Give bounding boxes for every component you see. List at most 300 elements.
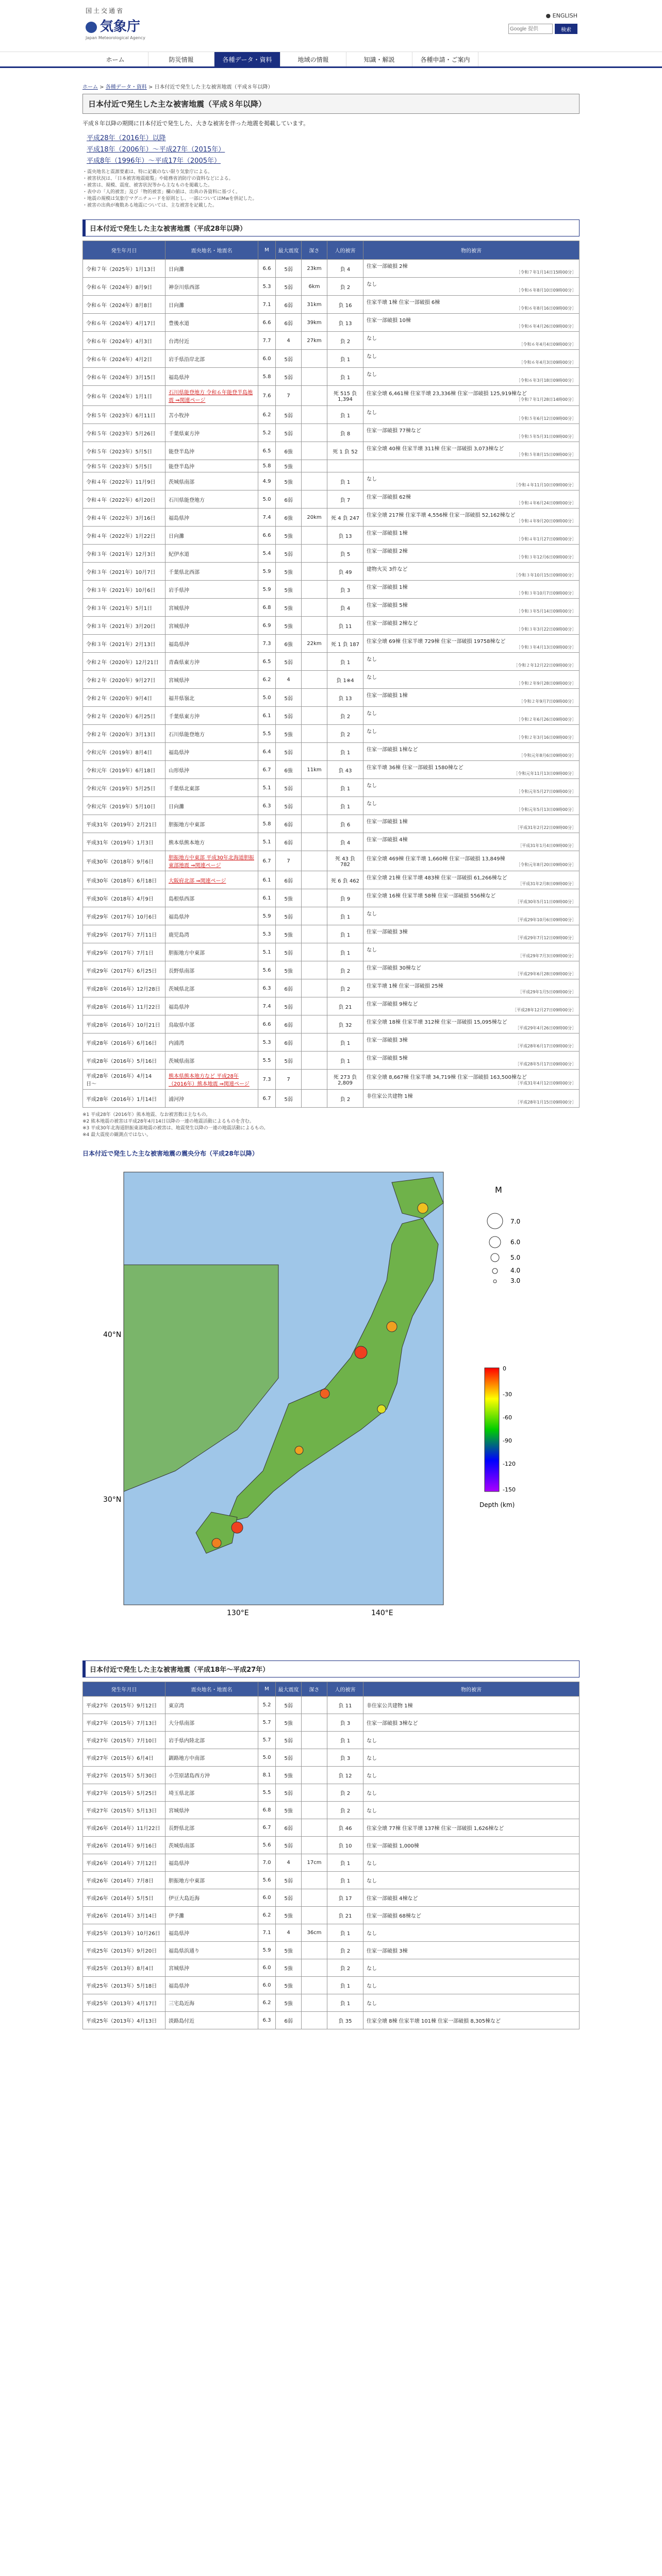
table-cell	[302, 1070, 327, 1090]
table-cell: 平成30年（2018年）6月18日	[83, 871, 166, 889]
epicenter-map-svg	[82, 1162, 580, 1640]
table-row	[83, 424, 580, 442]
table-cell: 負 5	[327, 545, 363, 563]
search-button[interactable]: 検索	[555, 24, 577, 34]
table-cell: 5強	[276, 1802, 302, 1819]
table-cell: 胆振地方中東部	[166, 943, 258, 961]
table-cell: なし	[363, 1767, 580, 1784]
table-cell: 負 1	[327, 1924, 363, 1942]
table-cell: 負 1	[327, 1854, 363, 1872]
nav-region[interactable]: 地域の情報	[280, 52, 346, 66]
svg-text:-150: -150	[503, 1486, 516, 1494]
table-cell: 5.6	[258, 1837, 276, 1854]
table-cell: 7.3	[258, 635, 276, 653]
table-cell: 負 4	[327, 599, 363, 617]
table-cell: 住家全壊 469棟 住家半壊 1,660棟 住家一部破損 13,849棟 ［令和元年8月20日09時00分］	[363, 851, 580, 871]
table-cell: 平成25年（2013年）8月4日	[83, 1959, 166, 1977]
table-cell: 住家一部破損 9棟など ［平成28年12月27日09時00分］	[363, 997, 580, 1015]
table-cell: 令和２年（2020年）3月13日	[83, 725, 166, 743]
table-cell: 負 49	[327, 563, 363, 581]
table-cell	[302, 599, 327, 617]
table-cell: 5弱	[276, 1749, 302, 1767]
table-cell: 6.7	[258, 851, 276, 871]
table-cell: 令和６年（2024年）8月8日	[83, 296, 166, 314]
table-cell: 負 13	[327, 314, 363, 332]
lon-label: 130°E	[227, 1609, 249, 1618]
table-row	[83, 1697, 580, 1714]
table-cell: 鳥取県中部	[166, 1015, 258, 1033]
table-cell: 6強	[276, 509, 302, 527]
table-cell: 5強	[276, 472, 302, 490]
table-cell: 6.6	[258, 260, 276, 278]
table-cell: 負 1	[327, 1052, 363, 1070]
table-cell: 5弱	[276, 1872, 302, 1889]
table-cell: 負 4	[327, 833, 363, 851]
table-cell: 5.0	[258, 490, 276, 509]
table-row	[83, 368, 580, 386]
table-cell: 平成26年（2014年）9月16日	[83, 1837, 166, 1854]
table-cell: 胆振地方中東部	[166, 1872, 258, 1889]
table-cell	[302, 1052, 327, 1070]
table-cell: 5強	[276, 961, 302, 979]
table-cell: 住家一部破損 68棟など	[363, 1907, 580, 1924]
table-cell: 負 2	[327, 725, 363, 743]
table-cell: 20km	[302, 509, 327, 527]
agency-line: 国土交通省	[86, 7, 125, 14]
svg-text:4.0: 4.0	[510, 1267, 521, 1275]
table-cell: 宮城県沖	[166, 617, 258, 635]
table-cell: なし	[363, 1924, 580, 1942]
search-input[interactable]	[508, 24, 553, 34]
table-cell: 住家一部破損 10棟 ［令和６年4月26日09時00分］	[363, 314, 580, 332]
table-cell: 5弱	[276, 545, 302, 563]
table-cell: 平成26年（2014年）7月8日	[83, 1872, 166, 1889]
table-row	[83, 851, 580, 871]
table-cell: 負 1	[327, 1872, 363, 1889]
table-row	[83, 889, 580, 907]
notes: ・震央地名と震源要素は、特に記載のない限り気象庁による。 ・被害状況は、「日本被害地震総覧」や総務省消防庁の資料などによる。 ・被害は、規模、震度、被害状況等から主なものを掲載した。 ・表中の「人的被害」及び「物的被害」欄の値は、出典の各資料に基づく。 ・地震の規模は気象庁マグニチュードを原則とし、一部についてはMwを併記した。 ・被害の出典が複数ある地震については、主な被害を記載した。	[82, 170, 257, 209]
globe-icon: ●	[545, 12, 553, 19]
site-header	[0, 0, 662, 52]
table-cell: 負 21	[327, 1907, 363, 1924]
table-cell: 5強	[276, 725, 302, 743]
table-cell: 6弱	[276, 833, 302, 851]
table-cell: 令和６年（2024年）4月17日	[83, 314, 166, 332]
table-row	[83, 509, 580, 527]
table-row	[83, 1837, 580, 1854]
table-cell: なし	[363, 1959, 580, 1977]
table-cell: 平成31年（2019年）2月21日	[83, 815, 166, 833]
table-cell: 令和元年（2019年）6月18日	[83, 761, 166, 779]
table-cell: 建物火災 3件など ［令和３年10月15日09時00分］	[363, 563, 580, 581]
table-cell: 5弱	[276, 907, 302, 925]
table-row	[83, 386, 580, 406]
table-cell: 住家一部破損 2棟など ［令和３年3月22日09時00分］	[363, 617, 580, 635]
table-cell: 5弱	[276, 743, 302, 761]
site-search	[508, 24, 577, 34]
table-row	[83, 833, 580, 851]
table-cell: 住家全壊 21棟 住家半壊 483棟 住家一部破損 61,266棟など ［平成31年2月8日09時00分］	[363, 871, 580, 889]
col-epicenter: 震央地名・地震名	[166, 241, 258, 260]
table-cell: 6弱	[276, 296, 302, 314]
table-cell: なし ［令和６年4月3日09時00分］	[363, 350, 580, 368]
table-cell	[302, 1819, 327, 1837]
table-cell: 5.9	[258, 581, 276, 599]
table-cell: 平成28年（2016年）4月14日〜	[83, 1070, 166, 1090]
table-cell	[302, 490, 327, 509]
table-cell: 負 11	[327, 1697, 363, 1714]
table-cell	[302, 925, 327, 943]
table-cell	[302, 1714, 327, 1732]
table-row	[83, 1732, 580, 1749]
table-cell: 平成27年（2015年）5月30日	[83, 1767, 166, 1784]
table-cell: 令和４年（2022年）1月22日	[83, 527, 166, 545]
svg-text:3.0: 3.0	[510, 1277, 521, 1285]
table-row	[83, 545, 580, 563]
english-link[interactable]: ● ENGLISH	[545, 12, 577, 19]
table-cell: 負 2	[327, 332, 363, 350]
table-cell: なし	[363, 1977, 580, 1994]
table-cell: 浦河沖	[166, 1090, 258, 1108]
org-name-en: Japan Meteorological Agency	[86, 36, 145, 40]
table-row	[83, 1714, 580, 1732]
table-cell: 6.1	[258, 889, 276, 907]
table-cell: 平成26年（2014年）5月5日	[83, 1889, 166, 1907]
table-cell	[302, 833, 327, 851]
table-cell: 能登半島沖	[166, 460, 258, 472]
table-row	[83, 689, 580, 707]
table-cell: 茨城県北部	[166, 979, 258, 997]
table-cell	[302, 1749, 327, 1767]
table-row	[83, 1977, 580, 1994]
table-cell: 埼玉県北部	[166, 1784, 258, 1802]
table-cell: 負 1	[327, 406, 363, 424]
table-cell: 岩手県内陸北部	[166, 1732, 258, 1749]
table-cell: 22km	[302, 635, 327, 653]
table-cell: 住家一部破損 3棟 ［平成29年7月12日09時00分］	[363, 925, 580, 943]
table-cell: 5弱	[276, 1837, 302, 1854]
table-cell: 千葉県北東部	[166, 779, 258, 797]
table-cell: 6弱	[276, 490, 302, 509]
col-mag: M	[258, 241, 276, 260]
table-cell: 5.5	[258, 1052, 276, 1070]
table-cell: 能登半島沖	[166, 442, 258, 460]
table-cell: なし ［平成29年10月6日09時00分］	[363, 907, 580, 925]
table-cell: 負 10	[327, 1837, 363, 1854]
table-cell	[302, 671, 327, 689]
table-row	[83, 563, 580, 581]
table-cell: 令和２年（2020年）6月25日	[83, 707, 166, 725]
table-cell: 5.5	[258, 1784, 276, 1802]
table-cell: なし ［令和６年3月18日09時00分］	[363, 368, 580, 386]
table-cell: なし ［令和６年8月10日09時00分］	[363, 278, 580, 296]
table-cell: 6.0	[258, 1959, 276, 1977]
table-cell: 5.3	[258, 1033, 276, 1052]
table-row	[83, 1907, 580, 1924]
nav-knowledge[interactable]: 知識・解説	[346, 52, 412, 66]
table-cell: 6弱	[276, 1015, 302, 1033]
table-cell: 胆振地方中東部 平成30年北海道胆振東部地震 ⇒関連ページ	[166, 851, 258, 871]
table-cell: 5弱	[276, 278, 302, 296]
table-cell: 住家全壊 8,667棟 住家半壊 34,719棟 住家一部破損 163,500棟など ［平成31年4月12日09時00分］	[363, 1070, 580, 1090]
col-damage: 物的被害	[363, 241, 580, 260]
table-cell: 5.8	[258, 368, 276, 386]
nav-home[interactable]: ホーム	[82, 52, 148, 66]
table-row	[83, 997, 580, 1015]
table-cell: 7.6	[258, 386, 276, 406]
table-cell: 負 4	[327, 260, 363, 278]
lat-label: 30°N	[103, 1496, 122, 1504]
table-cell: 8.1	[258, 1767, 276, 1784]
table-cell: 住家半壊 36棟 住家一部破損 1580棟など ［令和元年11月13日09時00分］	[363, 761, 580, 779]
table-cell: 宮城県沖	[166, 1802, 258, 1819]
table-cell: 5弱	[276, 1732, 302, 1749]
table-cell: 5強	[276, 581, 302, 599]
table2-heading: 日本付近で発生した主な被害地震（平成18年〜平成27年）	[82, 1660, 580, 1677]
table-cell: 11km	[302, 761, 327, 779]
table-cell: 住家全壊 8棟 住家半壊 101棟 住家一部破損 8,305棟など	[363, 2012, 580, 2029]
nav-bosai[interactable]: 防災情報	[148, 52, 214, 66]
table-cell: 負 1	[327, 907, 363, 925]
table-cell: 6.7	[258, 1090, 276, 1108]
table-cell: 住家一部破損 1棟 ［令和２年9月7日09時00分］	[363, 689, 580, 707]
table-cell: 31km	[302, 296, 327, 314]
svg-text:0: 0	[503, 1365, 506, 1372]
table-cell: 6弱	[276, 1819, 302, 1837]
table-cell: 千葉県北西部	[166, 563, 258, 581]
table-row	[83, 1090, 580, 1108]
table-cell: 負 46	[327, 1819, 363, 1837]
table-cell: なし	[363, 1994, 580, 2012]
table-cell: 令和４年（2022年）3月16日	[83, 509, 166, 527]
table-cell: 5.9	[258, 907, 276, 925]
table-cell: 平成29年（2017年）7月11日	[83, 925, 166, 943]
table-row	[83, 943, 580, 961]
table-cell: 6.6	[258, 314, 276, 332]
table-cell: 住家全壊 217棟 住家半壊 4,556棟 住家一部破損 52,162棟など ［令和４年9月20日09時00分］	[363, 509, 580, 527]
nav-data[interactable]: 各種データ・資料	[214, 52, 280, 66]
table-cell: 住家全壊 6,461棟 住家半壊 23,336棟 住家一部破損 125,919棟など ［令和７年1月28日14時00分］	[363, 386, 580, 406]
table-cell: 住家一部破損 77棟など ［令和５年5月31日09時00分］	[363, 424, 580, 442]
jma-logo[interactable]	[86, 6, 145, 40]
table-cell: 負 32	[327, 1015, 363, 1033]
table-cell: 負 2	[327, 1784, 363, 1802]
period-link[interactable]: 平成18年（2006年）〜平成27年（2015年）	[87, 146, 225, 154]
table-cell: 5強	[276, 527, 302, 545]
lead-text: 平成８年以降の期間に日本付近で発生した、大きな被害を伴った地震を掲載しています。	[82, 120, 309, 127]
table-cell: 5弱	[276, 368, 302, 386]
table-cell: 7.3	[258, 1070, 276, 1090]
table-cell: 6.1	[258, 707, 276, 725]
table-cell: 福島県浜通り	[166, 1942, 258, 1959]
table-cell: なし	[363, 1749, 580, 1767]
table-cell: 6.8	[258, 599, 276, 617]
table-cell: 神奈川県西部	[166, 278, 258, 296]
table-cell: 負 1	[327, 1977, 363, 1994]
breadcrumb-data[interactable]: 各種データ・資料	[105, 84, 147, 90]
table-cell: 負 13	[327, 527, 363, 545]
table-row	[83, 743, 580, 761]
table-row	[83, 617, 580, 635]
table-cell: 令和５年（2023年）5月5日	[83, 442, 166, 460]
table-cell	[302, 815, 327, 833]
table-cell: 住家一部破損 3棟	[363, 1942, 580, 1959]
table-cell: 負 9	[327, 889, 363, 907]
table-cell	[302, 1090, 327, 1108]
table-cell: 淡路島付近	[166, 2012, 258, 2029]
table-cell: 住家一部破損 30棟など ［平成29年6月28日09時00分］	[363, 961, 580, 979]
map-title: 日本付近で発生した主な被害地震の震央分布（平成28年以降）	[82, 1150, 258, 1158]
table-cell	[302, 2012, 327, 2029]
table-cell: 負 2	[327, 707, 363, 725]
table-row	[83, 925, 580, 943]
table-cell: 平成27年（2015年）5月13日	[83, 1802, 166, 1819]
table-cell: 福島県沖	[166, 907, 258, 925]
table-row	[83, 961, 580, 979]
table-cell	[302, 1872, 327, 1889]
table-cell: 7.7	[258, 332, 276, 350]
table-cell: 7	[276, 1070, 302, 1090]
table-cell: 岩手県沖	[166, 581, 258, 599]
table-cell: 平成28年（2016年）10月21日	[83, 1015, 166, 1033]
breadcrumb-home[interactable]: ホーム	[82, 84, 98, 90]
table-cell: 5強	[276, 1714, 302, 1732]
table-cell: 5.2	[258, 1697, 276, 1714]
table-cell	[302, 1015, 327, 1033]
svg-text:-90: -90	[503, 1437, 512, 1445]
table-cell	[302, 545, 327, 563]
table-cell: 福島県沖	[166, 635, 258, 653]
table-cell: 7.4	[258, 997, 276, 1015]
table-cell	[302, 889, 327, 907]
table-row	[83, 1872, 580, 1889]
table-row	[83, 460, 580, 472]
table-row	[83, 1784, 580, 1802]
table-cell: 胆振地方中東部	[166, 815, 258, 833]
table-cell	[302, 1697, 327, 1714]
nav-apply[interactable]: 各種申請・ご案内	[412, 52, 478, 66]
table-cell: 27km	[302, 332, 327, 350]
table-cell: 平成25年（2013年）5月18日	[83, 1977, 166, 1994]
svg-text:-60: -60	[503, 1414, 512, 1421]
table-row	[83, 871, 580, 889]
table-cell: 令和元年（2019年）8月4日	[83, 743, 166, 761]
table-cell: 5.6	[258, 961, 276, 979]
table-cell: 令和６年（2024年）8月9日	[83, 278, 166, 296]
table-cell: 大阪府北部 ⇒関連ページ	[166, 871, 258, 889]
table-cell: 6.7	[258, 1819, 276, 1837]
table-cell: 鹿児島湾	[166, 925, 258, 943]
table-cell: 平成27年（2015年）6月4日	[83, 1749, 166, 1767]
table-cell: 6弱	[276, 2012, 302, 2029]
table-cell: 平成29年（2017年）6月25日	[83, 961, 166, 979]
table-cell: 7	[276, 386, 302, 406]
table-cell: 住家一部破損 5棟 ［平成28年5月17日09時00分］	[363, 1052, 580, 1070]
table-cell: 負 11	[327, 617, 363, 635]
epicenter-map	[82, 1162, 580, 1640]
table-cell: 住家一部破損 2棟 ［令和３年12月6日09時00分］	[363, 545, 580, 563]
table-cell: 5.0	[258, 689, 276, 707]
table-cell	[302, 743, 327, 761]
table-cell: 負 2	[327, 1802, 363, 1819]
table-cell: 6.4	[258, 743, 276, 761]
table-cell: 住家一部破損 1棟 ［令和３年10月7日09時00分］	[363, 581, 580, 599]
table-cell: 令和元年（2019年）5月25日	[83, 779, 166, 797]
table-cell	[302, 1033, 327, 1052]
table-cell: 令和６年（2024年）3月15日	[83, 368, 166, 386]
table-cell: 令和４年（2022年）6月20日	[83, 490, 166, 509]
table-cell: 釧路地方中南部	[166, 1749, 258, 1767]
table-cell: 負 35	[327, 2012, 363, 2029]
period-link[interactable]: 平成8年（1996年）〜平成17年（2005年）	[87, 157, 221, 165]
table-cell: 負 7	[327, 490, 363, 509]
table-cell: 住家一部破損 62棟 ［令和４年6月24日09時00分］	[363, 490, 580, 509]
table-cell: 5弱	[276, 424, 302, 442]
table-row	[83, 332, 580, 350]
table-cell: 6弱	[276, 871, 302, 889]
table-cell: 令和２年（2020年）12月21日	[83, 653, 166, 671]
table-cell	[302, 1837, 327, 1854]
table-cell: 福島県沖	[166, 1854, 258, 1872]
table-cell: 平成29年（2017年）10月6日	[83, 907, 166, 925]
table-cell: 39km	[302, 314, 327, 332]
table-cell: 5弱	[276, 653, 302, 671]
table-cell: 4	[276, 332, 302, 350]
table-cell: 負 12	[327, 1767, 363, 1784]
table-cell: 死 43 負 782	[327, 851, 363, 871]
table-row	[83, 490, 580, 509]
col-casualties: 人的被害	[327, 241, 363, 260]
table-cell: 5.4	[258, 545, 276, 563]
table-cell: なし ［令和元年5月13日09時00分］	[363, 797, 580, 815]
table-cell: 5強	[276, 1959, 302, 1977]
table-cell	[302, 442, 327, 460]
table-cell: 伊予灘	[166, 1907, 258, 1924]
table-cell: 平成27年（2015年）7月13日	[83, 1714, 166, 1732]
table-cell: 日向灘	[166, 260, 258, 278]
table-row	[83, 1942, 580, 1959]
table-cell: 宮城県沖	[166, 1959, 258, 1977]
table-cell: 石川県能登地方 令和６年能登半島地震 ⇒関連ページ	[166, 386, 258, 406]
table-cell: 日向灘	[166, 527, 258, 545]
table-cell: 5強	[276, 1994, 302, 2012]
table-cell: なし ［令和２年9月28日09時00分］	[363, 671, 580, 689]
table-cell: 令和元年（2019年）5月10日	[83, 797, 166, 815]
table-cell	[302, 871, 327, 889]
table-cell	[302, 1994, 327, 2012]
table-cell	[302, 460, 327, 472]
depth-legend-title: Depth (km)	[479, 1501, 515, 1509]
table-row	[83, 581, 580, 599]
main-content	[82, 94, 580, 2029]
period-link[interactable]: 平成28年（2016年）以降	[87, 134, 166, 142]
table-cell: なし	[363, 1802, 580, 1819]
table-cell: 5強	[276, 889, 302, 907]
table-row	[83, 296, 580, 314]
table-cell: なし ［令和４年11月10日09時00分］	[363, 472, 580, 490]
table-cell: 福井県嶺北	[166, 689, 258, 707]
table-cell: 5強	[276, 599, 302, 617]
table-cell: 6弱	[276, 314, 302, 332]
table-cell: 4.9	[258, 472, 276, 490]
table-cell: 負 1	[327, 368, 363, 386]
table-cell: 住家一部破損 3棟 ［平成28年6月17日09時00分］	[363, 1033, 580, 1052]
table-row	[83, 1924, 580, 1942]
table-cell: 5.0	[258, 1749, 276, 1767]
table-cell: 負 2	[327, 1942, 363, 1959]
table-row	[83, 406, 580, 424]
table-cell: 負 2	[327, 961, 363, 979]
